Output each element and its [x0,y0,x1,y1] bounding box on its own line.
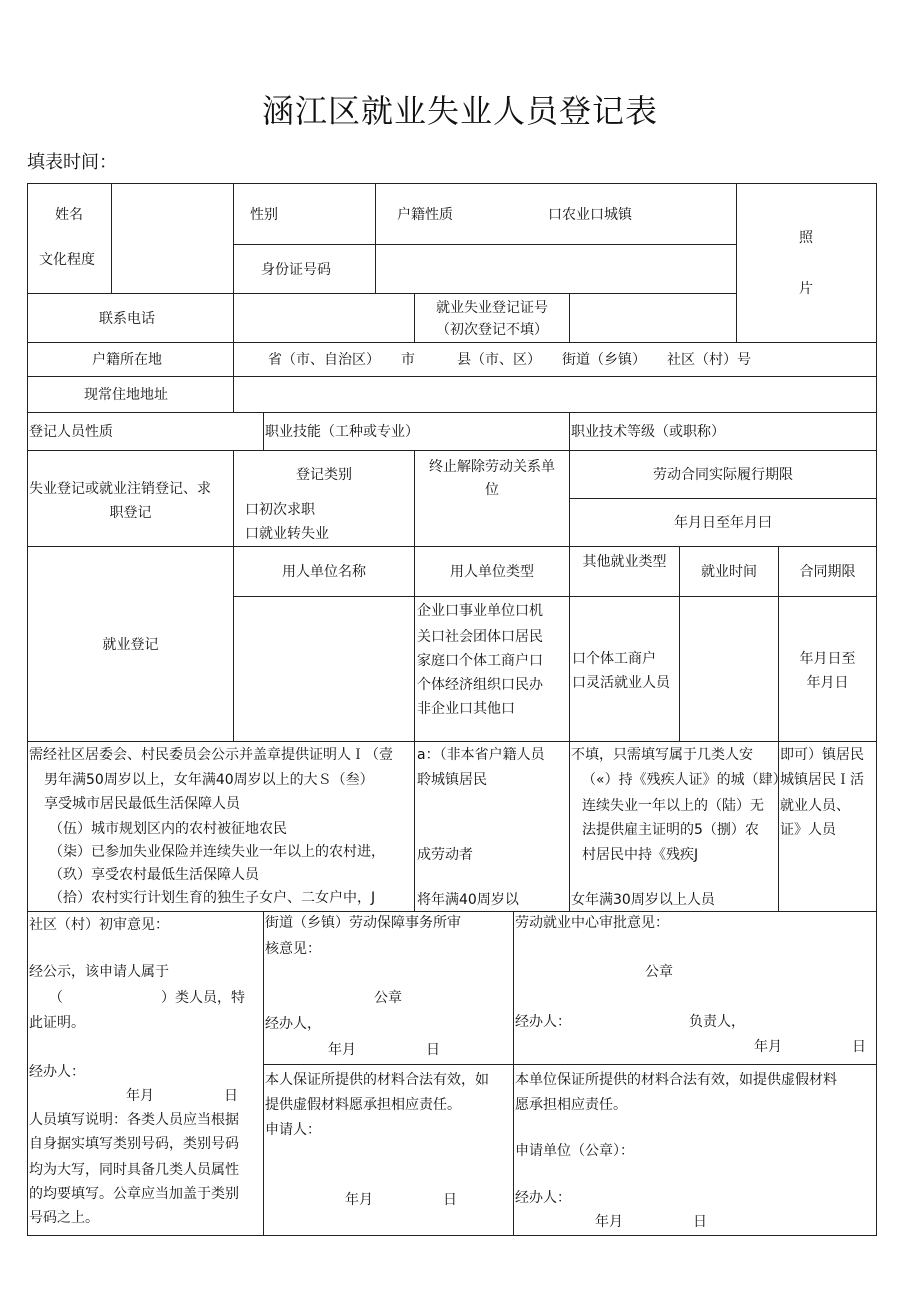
gender-label: 性别 [250,207,278,223]
hukou-location-label: 户籍所在地 [92,352,162,368]
notes-line: 享受城市居民最低生活保障人员 [44,796,240,812]
applicant-date: 年月 日 [345,1192,457,1208]
unit-handler-label: 经办人： [515,1190,571,1206]
employer-type-label: 用人单位类型 [450,564,534,580]
id-number-label: 身份证号码 [261,262,331,278]
notes-line: 女年满30周岁以上人员 [571,892,715,908]
community-review-label: 社区（村）初审意见： [29,917,169,933]
option-job-to-unemployed[interactable]: 口就业转失业 [245,526,329,542]
center-date: 年月 日 [754,1039,866,1055]
notes-line: 男年满50周岁以上，女年满40周岁以上的大Ｓ（叁） [44,772,374,788]
unit-guarantee-line: 本单位保证所提供的材料合法有效，如提供虚假材料 [515,1072,837,1088]
reg-category-label: 登记类别 [296,467,352,483]
contract-period-value: 年月日至年月曰 [674,515,772,531]
notes-line: 村居民中持《残疾J [582,847,699,863]
notes-line: （玖）享受农村最低生活保障人员 [49,867,259,883]
reg-cert-label: 就业失业登记证号 [436,300,548,316]
hukou-address-template: 省（市、自治区） 市 县（市、区） 街道（乡镇） 社区（村）号 [268,352,751,368]
community-date: 年月 日 [126,1088,238,1104]
notes-line: 将年满40周岁以 [417,892,519,908]
hukou-type-label: 户籍性质 [397,207,453,223]
other-emp-type-label: 其他就业类型 [582,554,667,570]
notes-line: 城镇居民Ｉ活 [780,772,864,788]
notes-line: a：（非本省户籍人员 [417,747,545,763]
notes-line: 法提供雇主证明的5（捌）农 [582,822,759,838]
notes-line: （«）持《残疾人证》的城（肆） [582,772,787,788]
option-first-job[interactable]: 口初次求职 [245,502,315,518]
street-seal-label: 公章 [374,990,402,1006]
photo-label-2: 片 [799,281,813,297]
terminate-unit-label-2: 位 [485,482,499,498]
notes-line: 不填，只需填写属于几类人安 [571,747,753,763]
notes-line: 就业人员、 [780,798,850,814]
community-review-line: 经公示，该申请人属于 [29,964,169,980]
unit-guarantee-line: 愿承担相应责任。 [515,1097,627,1113]
applicant-unit-label: 申请单位（公章）： [515,1143,634,1159]
contract-term-label: 合同期限 [799,564,856,580]
unemployment-reg-label: 失业登记或就业注销登记、求 [29,481,211,497]
street-review-label: 街道（乡镇）劳动保障事务所审 [265,915,461,931]
street-handler-label: 经办人， [265,1016,321,1032]
employer-type-options[interactable]: 个体经济组织口民办 [417,677,543,693]
community-review-line: （ ）类人员，特 [49,990,245,1006]
employment-reg-label: 就业登记 [102,637,159,653]
street-date: 年月 日 [328,1042,440,1058]
center-leader-label: 负责人， [689,1014,745,1030]
center-handler-label: 经办人： [515,1014,571,1030]
other-type-option[interactable]: 口灵活就业人员 [572,675,670,691]
personal-guarantee-line: 本人保证所提供的材料合法有效，如 [265,1072,489,1088]
notes-line: 即可）镇居民 [780,747,864,763]
contract-term-value: 年月日至 [799,651,856,667]
education-label: 文化程度 [39,252,95,268]
employer-type-options[interactable]: 企业口事业单位口机 [417,603,543,619]
employer-type-options[interactable]: 关口社会团体口居民 [417,629,543,645]
instruction-line: 均为大写，同时具备几类人员属性 [29,1162,239,1178]
instruction-line: 自身据实填写类别号码，类别号码 [29,1136,239,1152]
unemployment-reg-label-2: 职登记 [109,505,152,521]
terminate-unit-label: 终止解除劳动关系单 [429,459,555,475]
personal-guarantee-line: 提供虚假材料愿承担相应责任。 [265,1097,461,1113]
community-review-line: 此证明。 [29,1015,85,1031]
person-nature-label: 登记人员性质 [29,424,113,440]
instruction-line: 的均要填写。公章应当加盖于类别 [29,1186,239,1202]
fill-time-label: 填表时间： [27,152,117,173]
form-title: 涵江区就业失业人员登记表 [261,92,658,130]
skill-label: 职业技能（工种或专业） [265,424,419,440]
community-handler-label: 经办人： [29,1064,85,1080]
other-type-option[interactable]: 口个体工商户 [572,651,656,667]
notes-line: 聆城镇居民 [417,772,487,788]
employer-type-options[interactable]: 家庭口个体工商户口 [417,653,543,669]
photo-label-1: 照 [799,230,813,246]
notes-line: 成劳动者 [417,847,473,863]
notes-line: 证》人员 [780,822,836,838]
notes-line: （拾）农村实行计划生育的独生子女户、二女户中，J [49,890,376,906]
reg-cert-note: （初次登记不填） [436,322,548,338]
unit-date: 年月 日 [595,1214,707,1230]
applicant-label: 申请人： [265,1122,321,1138]
notes-line: 需经社区居委会、村民委员会公示并盖章提供证明人Ｉ（壹 [29,747,393,763]
hukou-type-options[interactable]: 口农业口城镇 [548,207,632,223]
notes-line: （伍）城市规划区内的农村被征地农民 [49,821,287,837]
notes-line: 连续失业一年以上的（陆）无 [582,798,764,814]
instruction-line: 号码之上。 [29,1210,99,1226]
name-label: 姓名 [55,207,83,223]
emp-time-label: 就业时间 [701,564,757,580]
tech-level-label: 职业技术等级（或职称） [571,424,725,440]
center-approval-label: 劳动就业中心审批意见： [515,915,669,931]
employer-name-label: 用人单位名称 [282,564,366,580]
current-address-label: 现常住地地址 [84,387,168,403]
contract-period-label: 劳动合同实际履行期限 [653,467,793,483]
center-seal-label: 公章 [645,964,673,980]
instruction-line: 人员填写说明：各类人员应当根据 [29,1112,239,1128]
notes-line: （柒）已参加失业保险并连续失业一年以上的农村进， [49,844,385,860]
employer-type-options[interactable]: 非企业口其他口 [417,701,515,717]
phone-label: 联系电话 [99,311,155,327]
street-review-label-2: 核意见： [265,941,321,957]
contract-term-value: 年月日 [806,675,849,691]
